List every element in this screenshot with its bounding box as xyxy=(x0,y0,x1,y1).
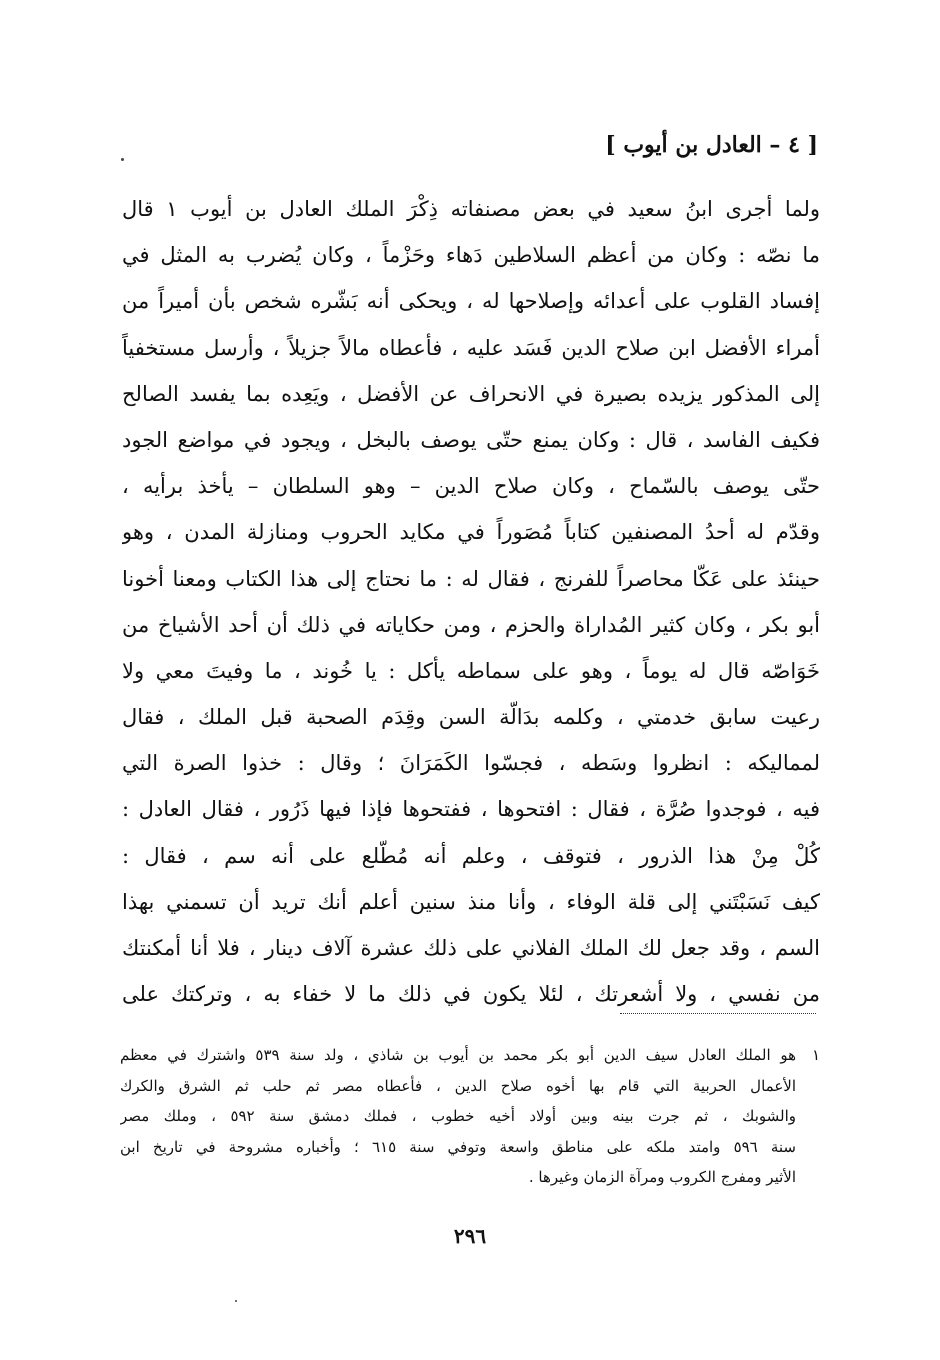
text-line: حينئذ على عَكّا محاصراً للفرنج ، فقال له : ما نحتاج إلى هذا الكتاب ومعنا أخونا xyxy=(122,566,820,591)
text-line: رعيت سابق خدمتي ، وكلمه بدَالّة السن وقِدَم الصحبة قبل الملك ، فقال xyxy=(122,705,820,730)
text-line: إلى المذكور يزيده بصيرة في الانحراف عن الأفضل ، ويَعِده بما يفسد الصالح xyxy=(122,381,820,406)
scan-speck xyxy=(121,158,124,161)
main-text xyxy=(122,186,820,1017)
text-line: السم ، وقد جعل لك الملك الفلاني على ذلك عشرة آلاف دينار ، فلا أنا أمكنتك xyxy=(122,936,820,960)
footnote-line: الأعمال الحربية التي قام بها أخوه صلاح الدين ، فأعطاه مصر ثم حلب ثم الشرق والكرك xyxy=(120,1076,796,1095)
text-line: كُلْ مِنْ هذا الذرور ، فتوقف ، وعلم أنه مُطّلع على أنه سم ، فقال : xyxy=(122,843,820,868)
footnote-number: ١ xyxy=(811,1046,820,1064)
text-line: إفساد القلوب على أعدائه وإصلاحها له ، ويحكى أنه بَشّره شخص بأن أميراً من xyxy=(122,289,820,314)
text-line: أبو بكر ، وكان كثير المُداراة والحزم ، ومن حكاياته في ذلك أن أحد الأشياخ من xyxy=(122,612,820,637)
footnote-line: هو الملك العادل سيف الدين أبو بكر محمد بن أيوب بن شاذي ، ولد سنة ٥٣٩ واشترك في معظم xyxy=(120,1046,797,1064)
footnote xyxy=(120,1040,820,1193)
footnote-line: سنة ٥٩٦ وامتد ملكه على مناطق واسعة وتوفي سنة ٦١٥ ؛ وأخباره مشروحة في تاريخ ابن xyxy=(120,1137,796,1156)
footnote-line: الأثير ومفرج الكروب ومرآة الزمان وغيرها . xyxy=(528,1168,796,1186)
footnote-line: والشوبك ، ثم جرت بينه وبين أولاد أخيه خطوب ، فملك دمشق سنة ٥٩٢ ، وملك مصر xyxy=(120,1107,796,1125)
text-line: كيف نَسَبْتَني إلى قلة الوفاء ، وأنا منذ سنين أعلم أنك تريد أن تسمني بهذا xyxy=(122,889,820,914)
text-line: ما نصّه : وكان من أعظم السلاطين دَهاء وحَزْماً ، وكان يُضرب به المثل في xyxy=(122,243,820,268)
text-line: خَوَاصّه قال له يوماً ، وهو على سماطه يأكل : يا خُوند ، ما وفيتَ معي ولا xyxy=(122,658,820,683)
text-line: حتّى يوصف بالسّماح ، وكان صلاح الدين – وهو السلطان – يأخذ برأيه ، xyxy=(122,474,820,499)
page-number: ٢٩٦ xyxy=(453,1224,487,1248)
text-line: فيه ، فوجدوا صُرَّة ، فقال : افتحوها ، ففتحوها فإذا فيها ذَرُور ، فقال العادل : xyxy=(122,797,820,822)
footnote-divider xyxy=(620,1013,816,1014)
text-line: وقدّم له أحدُ المصنفين كتاباً مُصَوراً في مكايد الحروب ومنازلة المدن ، وهو xyxy=(122,520,820,545)
text-line: فكيف الفاسد ، قال : وكان يمنع حتّى يوصف بالبخل ، ويجود في مواضع الجود xyxy=(122,427,820,452)
text-line: أمراء الأفضل ابن صلاح الدين فَسَد عليه ، فأعطاه مالاً جزيلاً ، وأرسل مستخفياً xyxy=(122,335,820,360)
text-line: لمماليكه : انظروا وسَطه ، فجسّوا الكَمَرَانَ ؛ وقال : خذوا الصرة التي xyxy=(122,751,820,776)
text-line: من نفسي ، ولا أشعرتك ، لئلا يكون في ذلك ما لا خفاء به ، وتركتك على xyxy=(122,982,820,1007)
chapter-header: [ ٤ – العادل بن أيوب ] xyxy=(605,132,818,158)
scan-speck xyxy=(235,1300,237,1302)
text-line: ولما أجرى ابنُ سعيد في بعض مصنفاته ذِكْرَ الملك العادل بن أيوب ١ قال xyxy=(122,197,820,221)
